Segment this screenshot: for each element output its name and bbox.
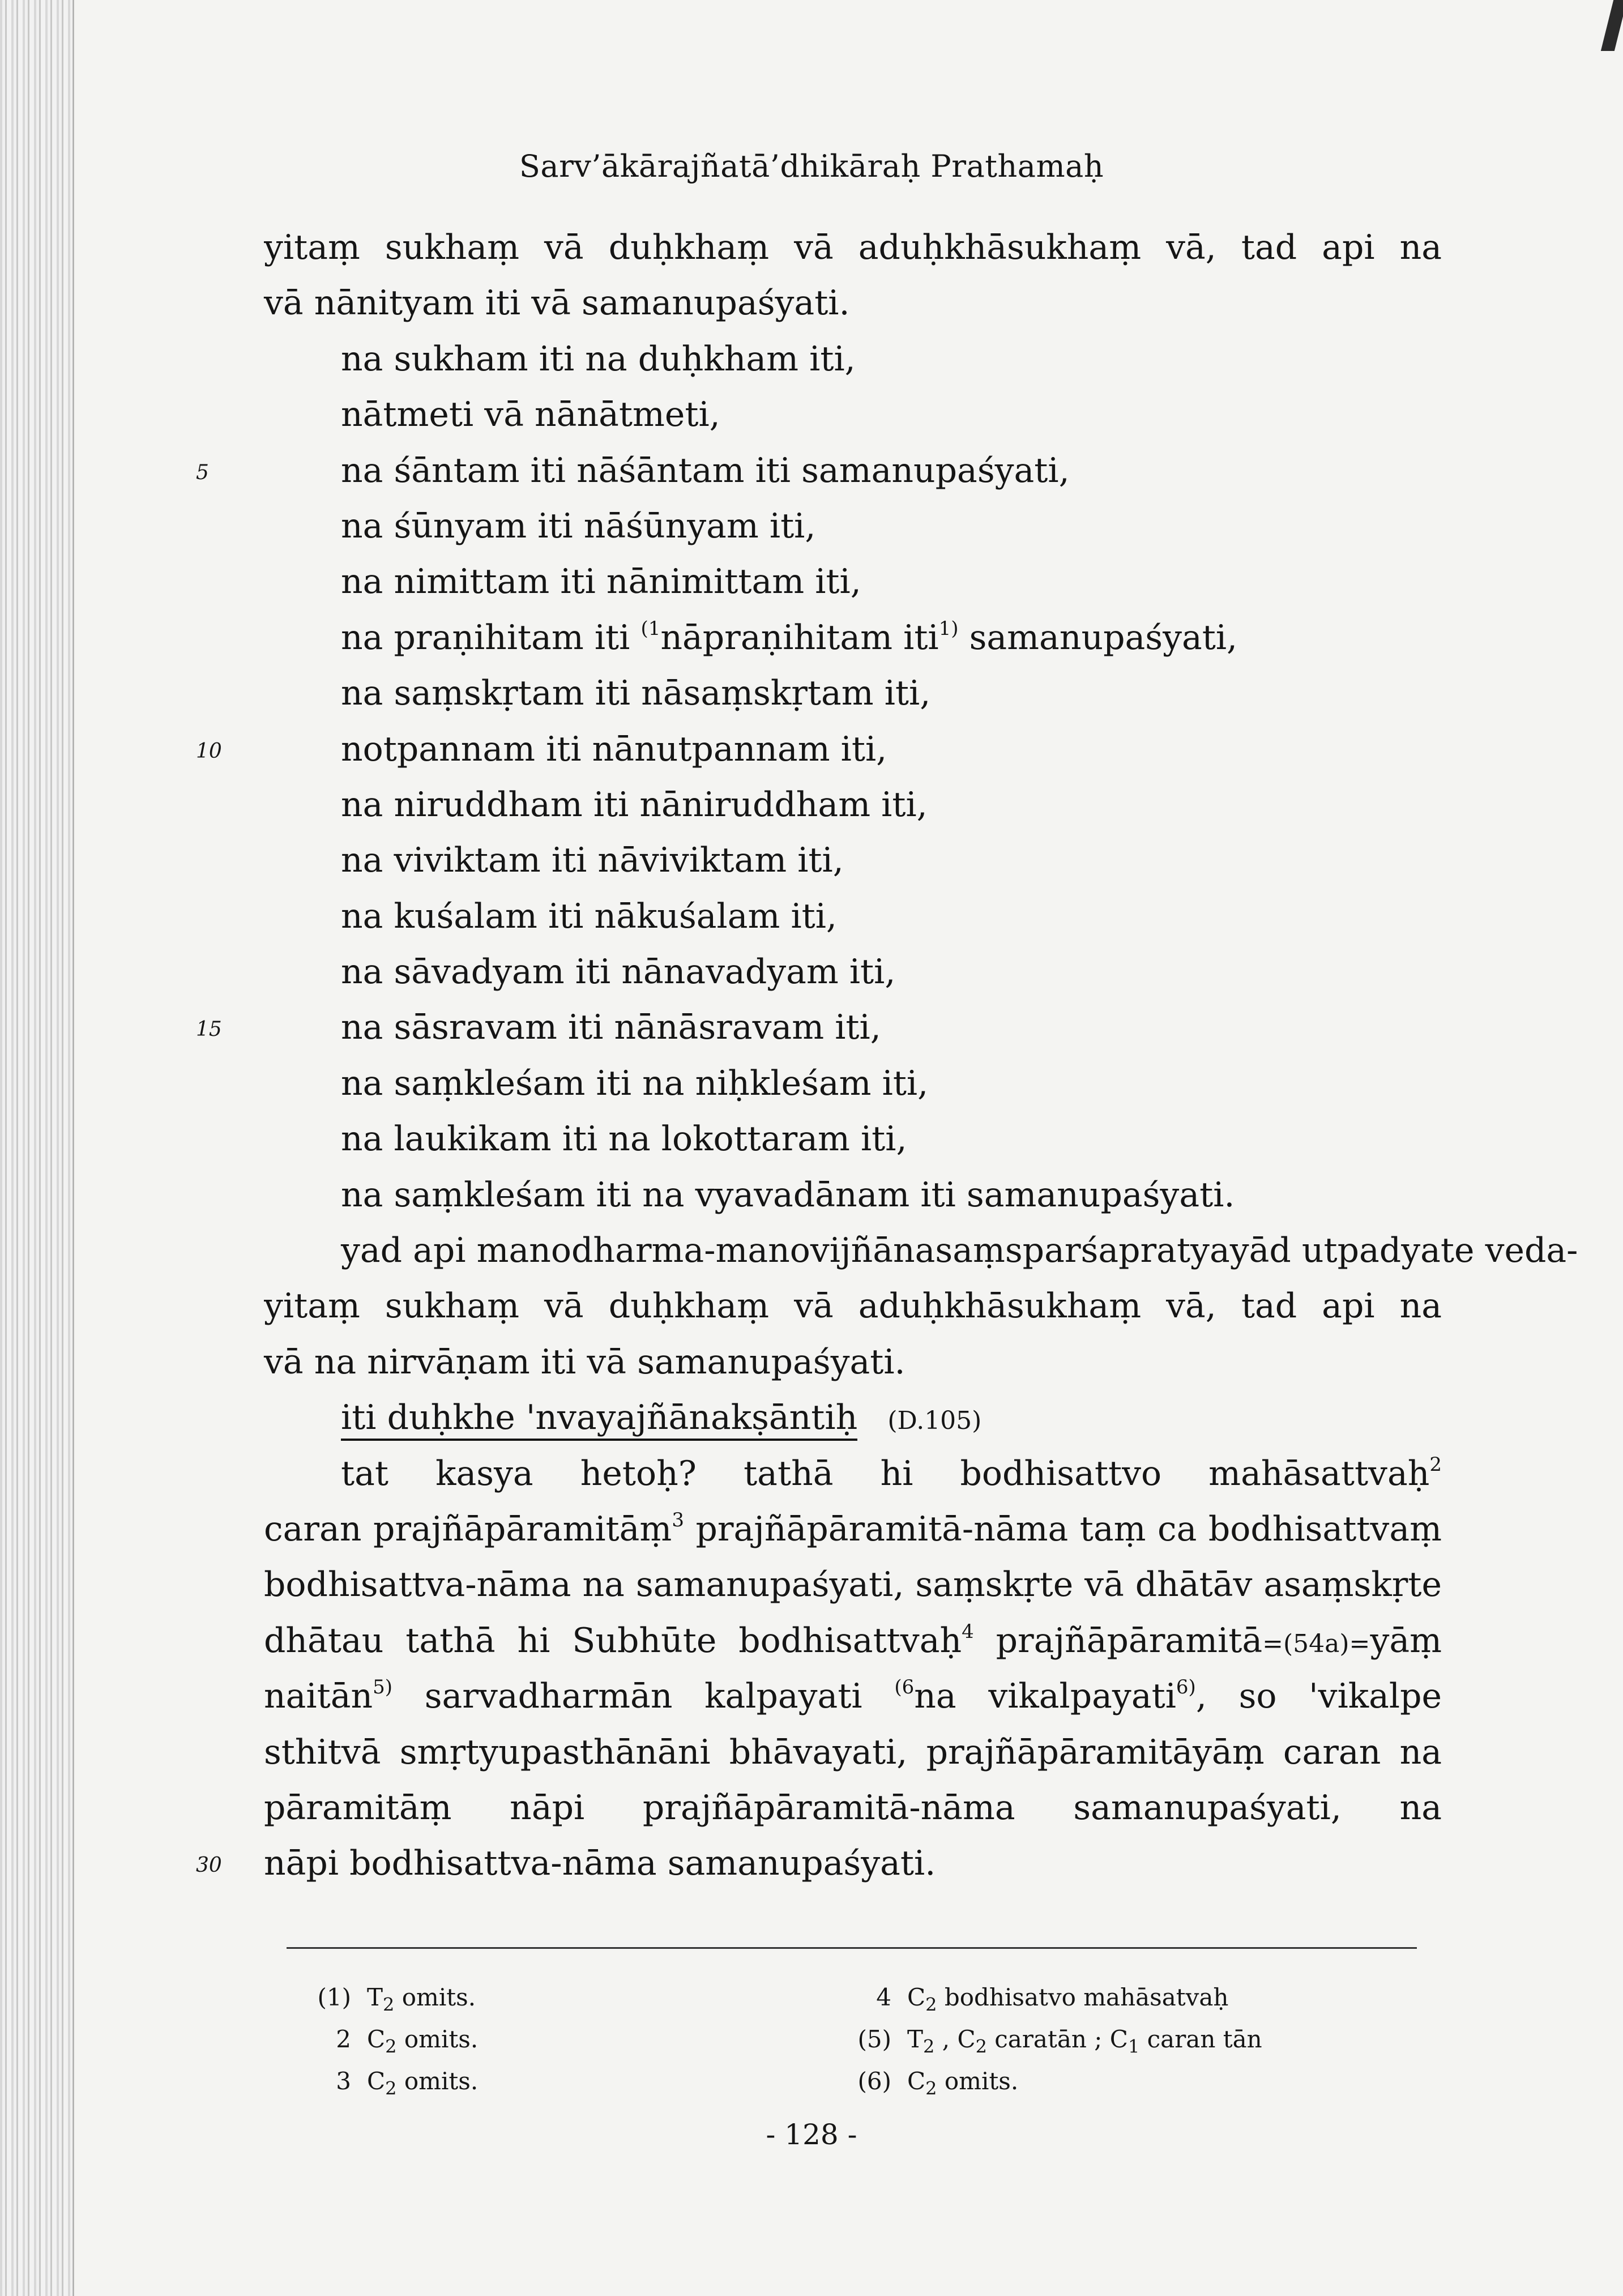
line-number: 15 (196, 1018, 222, 1042)
scan-edge-artifact (0, 0, 74, 2296)
footnote-marker: 4 (962, 1620, 974, 1643)
verse-line: na laukikam iti na lokottaram iti, (341, 1119, 907, 1159)
footnote: 3 $C_2$ omits. (336, 2067, 479, 2099)
text-line: naitān$^{5)}$ sarvadharmān kalpayati $^{(6}$na vikalpayati$^{6)}$, so 'vikalpe (264, 1676, 1442, 1717)
main-text (196, 220, 1578, 1892)
page-number: - 128 - (766, 2118, 857, 2151)
line-number: 5 (196, 460, 209, 484)
footnote: (5) $T_2$ , $C_2$ caratān ; $C_1$ caran tān (857, 2025, 1262, 2058)
footnote-marker: 2 (1429, 1453, 1442, 1476)
footnote: 2 $C_2$ omits. (336, 2025, 479, 2058)
text-line: pāramitāṃ nāpi prajñāpāramitā-nāma samanupaśyati, na (264, 1787, 1442, 1828)
footnote-marker: 1) (938, 617, 959, 640)
reference-marker: (D.105) (887, 1406, 982, 1436)
text-line: tat kasya hetoḥ? tathā hi bodhisattvo mahāsattvaḥ$^2$ (341, 1453, 1442, 1493)
section-heading-line (264, 1390, 1442, 1445)
footnote-rule (287, 1947, 1417, 1949)
text-line: bodhisattva-nāma na samanupaśyati, saṃskṛte vā dhātāv asaṃskṛte (264, 1565, 1442, 1605)
verse-line: na niruddham iti nāniruddham iti, (341, 784, 928, 825)
text-line: vā na nirvāṇam iti vā samanupaśyati. (264, 1342, 906, 1382)
footnote-marker: 6) (1176, 1676, 1196, 1699)
verse-line: na sukham iti na duḥkham iti, (341, 339, 856, 379)
line-number: 10 (196, 739, 222, 763)
footnote: (1) $T_2$ omits. (317, 1983, 476, 2016)
verse-line: na saṃkleśam iti na niḥkleśam iti, (341, 1063, 929, 1103)
verse-line: 5 na śāntam iti nāśāntam iti samanupaśyati, (264, 443, 1442, 498)
text-line: yitaṃ sukhaṃ vā duḥkhaṃ vā aduḥkhāsukhaṃ vā, tad api na (264, 228, 1442, 267)
text-line: dhātau tathā hi Subhūte bodhisattvaḥ$^4$ prajñāpāramitā=(54a)=yāṃ (264, 1620, 1442, 1661)
footnotes-right-column (840, 1977, 1262, 2102)
verse-line: nātmeti vā nānātmeti, (341, 395, 720, 435)
footnotes-left-column (300, 1977, 478, 2102)
verse-line: na kuśalam iti nākuśalam iti, (341, 896, 838, 936)
corner-scan-mark (1601, 0, 1623, 51)
verse-line: na nimittam iti nānimittam iti, (341, 562, 861, 602)
text-line: vā nānityam iti vā samanupaśyati. (264, 283, 850, 323)
footnote-marker: 3 (672, 1508, 684, 1531)
text-line: caran prajñāpāramitāṃ$^3$ prajñāpāramitā-nāma taṃ ca bodhisattvaṃ (264, 1508, 1442, 1549)
footnote-marker: 5) (373, 1676, 393, 1699)
footnote-marker: (1 (640, 617, 661, 640)
scan-edge-line (72, 0, 74, 2296)
verse-line: 10 notpannam iti nānutpannam iti, (264, 722, 1442, 777)
verse-line: na śūnyam iti nāśūnyam iti, (341, 506, 816, 546)
folio-marker: =(54a)= (1262, 1629, 1370, 1658)
verse-line: na saṃskṛtam iti nāsaṃskṛtam iti, (341, 673, 931, 714)
running-head: Sarv’ākārajñatā’dhikāraḥ Prathamaḥ (519, 148, 1104, 184)
verse-line: na sāvadyam iti nānavadyam iti, (341, 952, 896, 992)
verse-line: na viviktam iti nāviviktam iti, (341, 840, 844, 881)
section-heading: iti duḥkhe 'nvayajñānakṣāntiḥ (341, 1398, 857, 1441)
text-line: sthitvā smṛtyupasthānāni bhāvayati, prajñāpāramitāyāṃ caran na (264, 1732, 1442, 1772)
line-number: 30 (196, 1854, 222, 1877)
text-line: yitaṃ sukhaṃ vā duḥkhaṃ vā aduḥkhāsukhaṃ vā, tad api na (264, 1286, 1442, 1326)
text-line: 30 nāpi bodhisattva-nāma samanupaśyati. (264, 1836, 1442, 1891)
verse-line: 15 na sāsravam iti nānāsravam iti, (264, 1000, 1442, 1055)
verse-line: na praṇihitam iti $^{(1}$nāpraṇihitam iti$^{1)}$ samanupaśyati, (341, 617, 1238, 658)
footnote: 4 $C_2$ bodhisatvo mahāsatvaḥ (876, 1983, 1229, 2016)
verse-line: na saṃkleśam iti na vyavadānam iti samanupaśyati. (341, 1175, 1235, 1215)
footnote-marker: (6 (894, 1676, 915, 1699)
text-line: yad api manodharma-manovijñānasaṃsparśapratyayād utpadyate veda- (341, 1231, 1578, 1271)
footnote: (6) $C_2$ omits. (857, 2067, 1019, 2099)
